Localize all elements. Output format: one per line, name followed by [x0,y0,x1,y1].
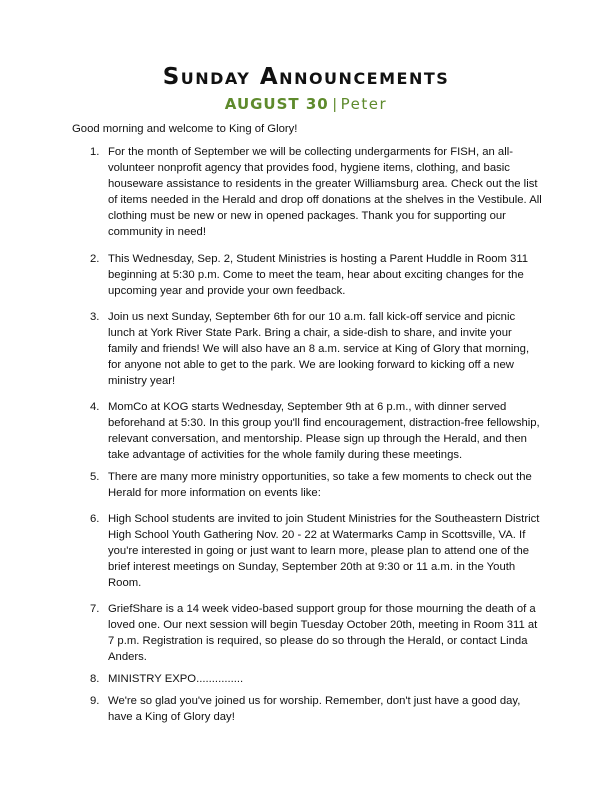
subtitle-separator: | [332,96,337,113]
item-number: 1. [90,146,100,158]
item-number: 3. [90,311,100,323]
item-text: MomCo at KOG starts Wednesday, September 9th at 6 p.m., with dinner served beforehand at 5:30. In this group you'll find encouragement, distraction-free fellowship, relevant conversation, and mentorship. Please sign up through the Herald, and then take advantage of activities for the whole family during these meetings. [108,401,540,461]
preacher-name: Peter [340,95,388,113]
item-number: 8. [90,673,100,685]
announcement-list [0,144,612,725]
announcement-item-3 [0,309,612,389]
item-number: 5. [90,471,100,483]
announcement-item-7 [0,601,612,665]
item-number: 4. [90,401,100,413]
item-text: Join us next Sunday, September 6th for our 10 a.m. fall kick-off service and picnic lunch at York River State Park. Bring a chair, a side-dish to share, and invite your family and friends! We will also have an 8 a.m. service at King of Glory that morning, for anyone not able to get to the park. We are looking forward to kicking off a new ministry year! [108,311,530,387]
page-subtitle [0,95,612,113]
welcome-text: Good morning and welcome to King of Glory! [72,123,298,135]
item-number: 2. [90,253,100,265]
announcement-item-2 [0,251,612,299]
item-text: MINISTRY EXPO............... [108,673,244,685]
item-text: There are many more ministry opportunities, so take a few moments to check out the Herald for more information on events like: [108,471,532,499]
announcement-item-1 [0,144,612,240]
item-number: 6. [90,513,100,525]
item-text: We're so glad you've joined us for worship. Remember, don't just have a good day, have a King of Glory day! [108,695,521,723]
announcement-item-9 [0,693,612,725]
item-number: 9. [90,695,100,707]
announcement-item-4 [0,399,612,463]
page-title: Sunday Announcements [162,64,450,90]
item-text: For the month of September we will be collecting undergarments for FISH, an all-volunteer nonprofit agency that provides food, hygiene items, clothing, and basic houseware assistance to residents in the greater Williamsburg area. Check out the list of items needed in the Herald and drop off donations at the shelves in the Vestibule. All clothing must be new or new in opened packages. Thank you for supporting our community in need! [108,146,542,238]
announcement-item-5 [0,469,612,501]
service-date: AUGUST 30 [224,95,329,113]
item-text: GriefShare is a 14 week video-based support group for those mourning the death of a loved one. Our next session will begin Tuesday October 20th, meeting in Room 311 at 7 p.m. Registration is required, so please do so through the Herald, or contact Linda Anders. [108,603,538,663]
item-text: This Wednesday, Sep. 2, Student Ministries is hosting a Parent Huddle in Room 311 beginning at 5:30 p.m. Come to meet the team, hear about exciting changes for the upcoming year and provide your own feedback. [108,253,529,297]
announcement-item-6 [0,511,612,591]
item-text: High School students are invited to join Student Ministries for the Southeastern District High School Youth Gathering Nov. 20 - 22 at Watermarks Camp in Scottsville, VA. If you're interested in going or just want to learn more, please plan to attend one of the brief interest meetings on Sunday, September 20th at 9:30 or 11 a.m. in the Youth Room. [108,513,540,589]
announcement-item-8 [0,671,612,687]
item-number: 7. [90,603,100,615]
